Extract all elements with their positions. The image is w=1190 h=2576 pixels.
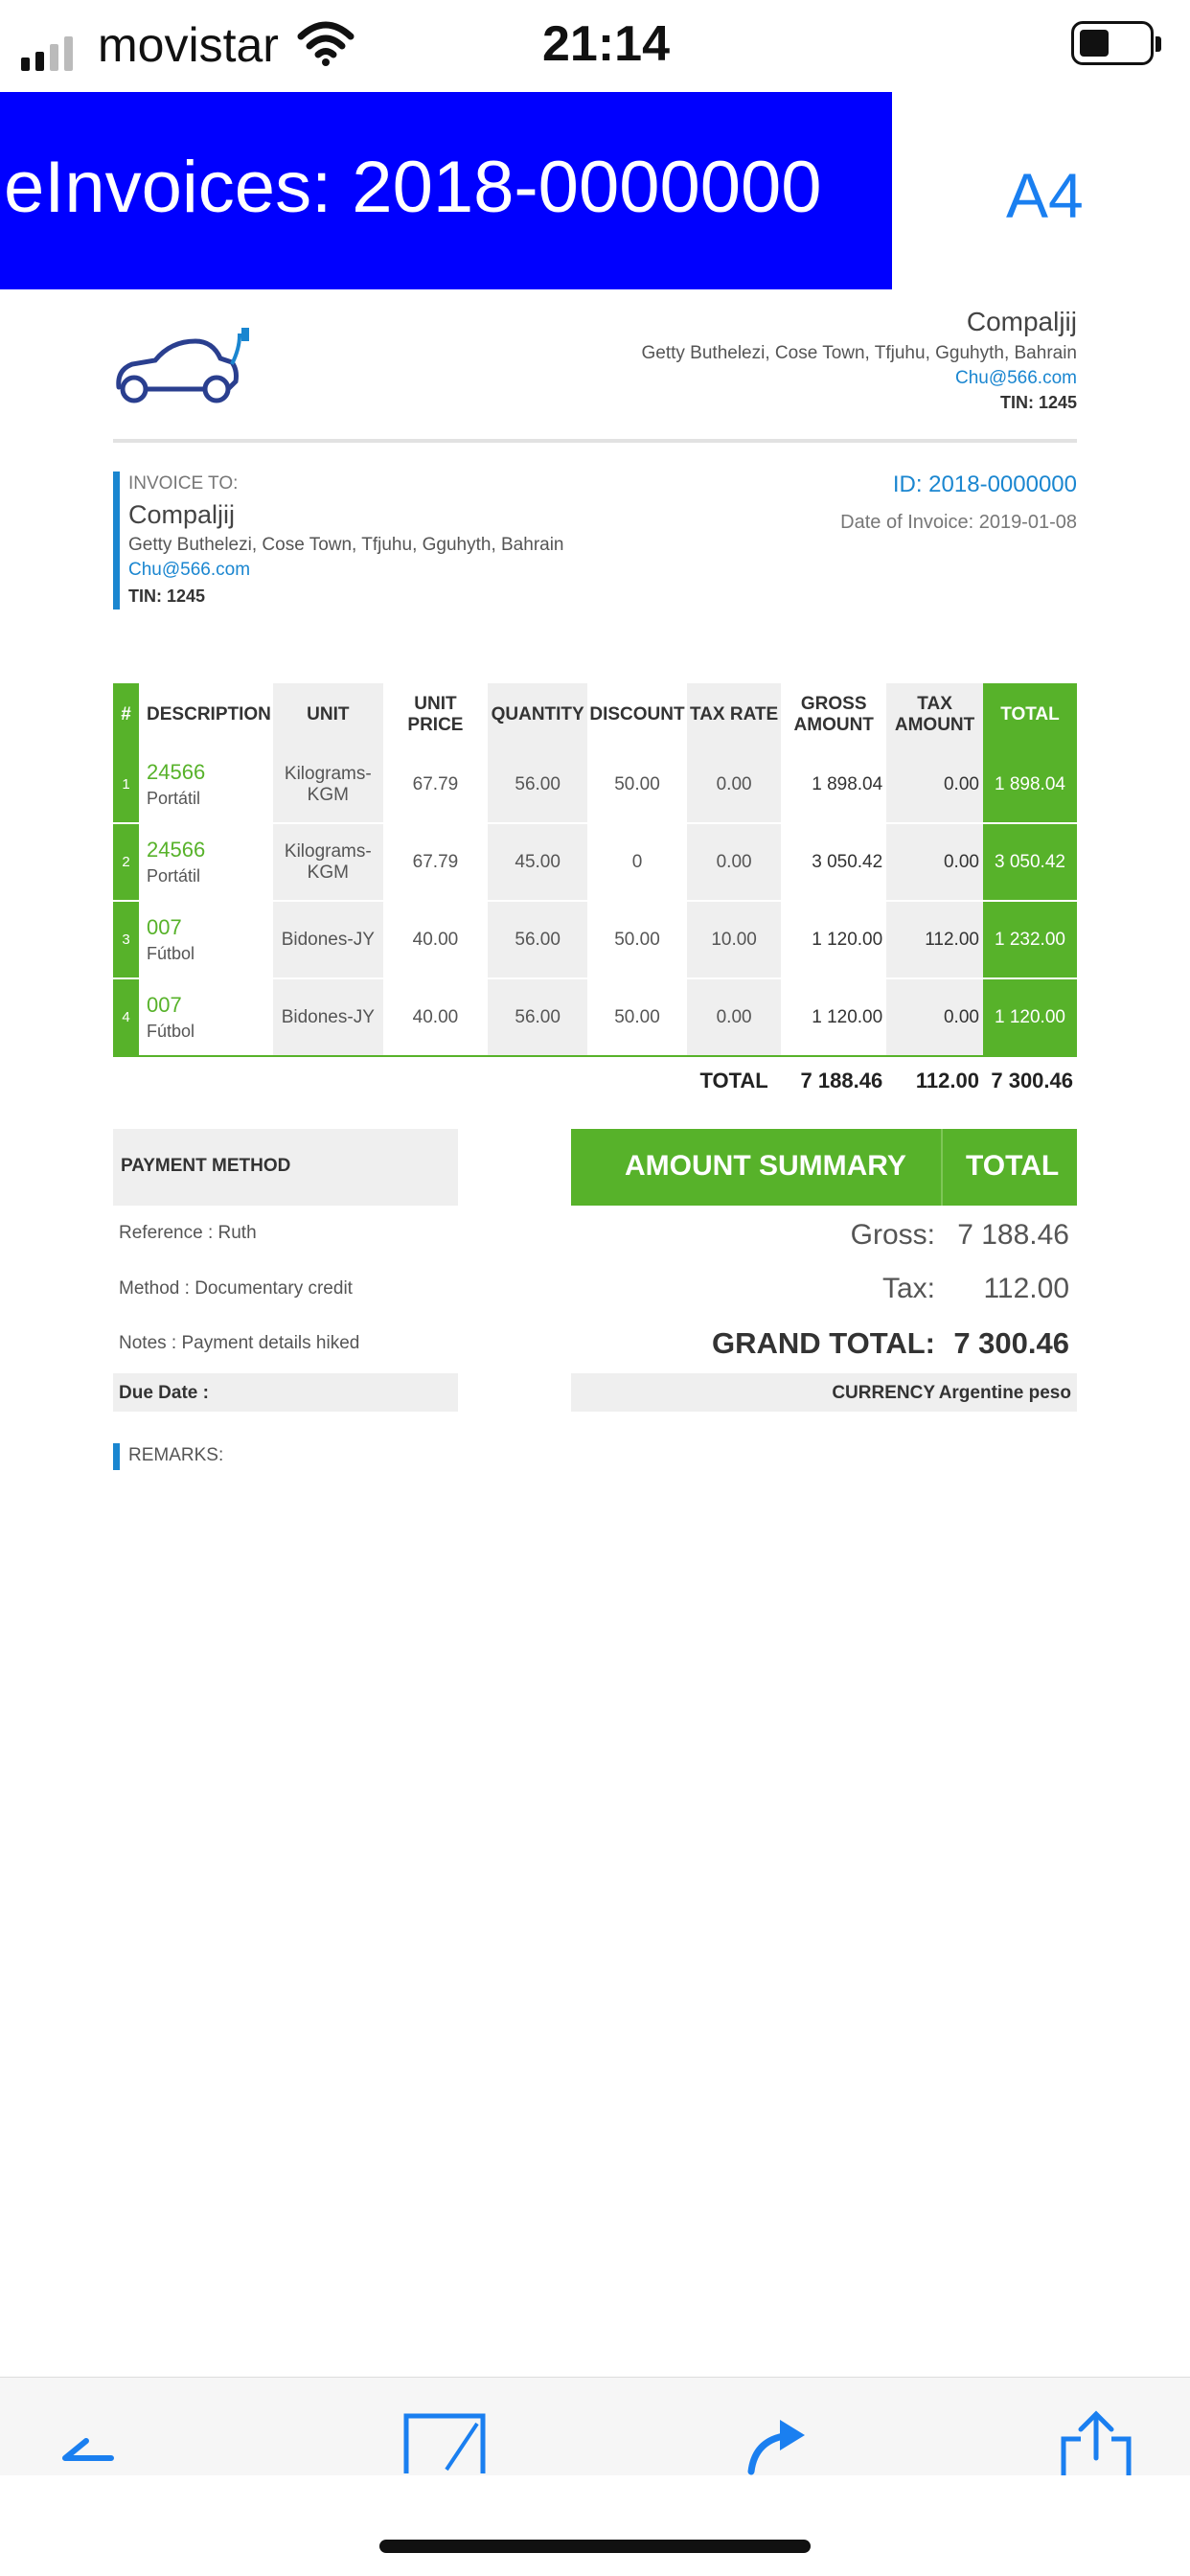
summary-grand-label: GRAND TOTAL: [711, 1326, 935, 1360]
summary-tax-label: Tax: [881, 1273, 935, 1304]
item-discount: 50.00 [587, 747, 687, 823]
seller-name: Compaljij [966, 307, 1077, 336]
bottom-toolbar [0, 2377, 1190, 2475]
wifi-icon [297, 19, 355, 67]
col-quantity: QUANTITY [488, 683, 587, 747]
summary-divider [941, 1129, 943, 1206]
col-tax-amount [886, 683, 983, 747]
item-code: 24566 [147, 838, 206, 862]
table-row [113, 901, 1077, 978]
payment-notes: Notes : Payment details hiked [119, 1333, 360, 1353]
item-name: Portátil [147, 789, 201, 808]
invoice-date: Date of Invoice: 2019-01-08 [840, 512, 1077, 533]
due-date-row [113, 1373, 458, 1412]
totals-label: TOTAL [699, 1069, 768, 1092]
col-gross-amount-line2: AMOUNT [793, 715, 874, 735]
item-discount: 50.00 [587, 901, 687, 978]
col-gross-amount [781, 683, 886, 747]
currency-label: CURRENCY [832, 1383, 935, 1403]
item-tax: 0.00 [886, 978, 983, 1056]
seller-address: Getty Buthelezi, Cose Town, Tfjuhu, Gguhyth, Bahrain [641, 343, 1077, 363]
carrier-name: movistar [98, 18, 279, 72]
item-quantity: 56.00 [488, 747, 587, 823]
totals-gross: 7 188.46 [800, 1069, 883, 1092]
summary-tax-value: 112.00 [983, 1273, 1069, 1304]
item-quantity: 45.00 [488, 823, 587, 901]
bill-to-label: INVOICE TO: [128, 473, 239, 494]
item-code: 007 [147, 993, 182, 1017]
item-code: 24566 [147, 760, 206, 784]
seller-tin: TIN: 1245 [999, 393, 1077, 412]
item-unit-price: 40.00 [412, 1006, 459, 1027]
item-quantity: 56.00 [488, 901, 587, 978]
signal-icon [21, 36, 73, 71]
col-unit-price: UNIT PRICE [407, 694, 464, 735]
edit-icon[interactable] [400, 2412, 489, 2473]
payment-method: Method : Documentary credit [119, 1278, 353, 1299]
payment-method-title: PAYMENT METHOD [121, 1156, 291, 1176]
table-row [113, 823, 1077, 901]
item-tax: 0.00 [886, 823, 983, 901]
summary-gross-label: Gross: [850, 1219, 935, 1251]
item-gross: 1 898.04 [781, 747, 886, 823]
item-name: Portátil [147, 866, 201, 886]
item-total: 1 232.00 [983, 901, 1077, 978]
item-tax-rate: 0.00 [687, 823, 781, 901]
row-num: 3 [113, 901, 139, 978]
invoice-id: ID: 2018-0000000 [892, 472, 1077, 497]
item-discount: 50.00 [614, 1006, 660, 1027]
battery-icon [1071, 21, 1154, 65]
col-tax-rate: TAX RATE [687, 683, 781, 747]
item-quantity: 56.00 [488, 978, 587, 1056]
item-total: 3 050.42 [983, 823, 1077, 901]
bill-to-address: Getty Buthelezi, Cose Town, Tfjuhu, Gguhyth, Bahrain [128, 535, 564, 555]
item-tax: 112.00 [886, 901, 983, 978]
currency-value: Argentine peso [938, 1383, 1071, 1403]
item-tax-rate: 0.00 [687, 747, 781, 823]
item-unit: Bidones-JY [273, 978, 383, 1056]
row-num: 2 [113, 823, 139, 901]
item-gross: 3 050.42 [781, 823, 886, 901]
item-discount: 0 [587, 823, 687, 901]
col-tax-amount-line2: AMOUNT [894, 715, 975, 735]
clock: 21:14 [542, 16, 670, 72]
item-name: Fútbol [147, 944, 195, 963]
item-unit-price: 40.00 [383, 901, 489, 978]
item-code: 007 [147, 915, 182, 939]
invoice-items-table [113, 683, 1077, 1105]
bill-to-name: Compaljij [128, 500, 236, 529]
item-unit-price: 67.79 [383, 747, 489, 823]
row-num: 4 [113, 978, 139, 1056]
item-gross: 1 120.00 [781, 901, 886, 978]
item-unit: Kilograms-KGM [273, 747, 383, 823]
item-unit: Bidones-JY [273, 901, 383, 978]
amount-summary-title: AMOUNT SUMMARY [625, 1150, 906, 1182]
col-tax-amount-line1: TAX [917, 694, 952, 714]
bill-to-email[interactable]: Chu@566.com [128, 560, 251, 580]
item-gross: 1 120.00 [812, 1006, 883, 1027]
summary-gross-value: 7 188.46 [957, 1219, 1069, 1251]
page-title: eInvoices: 2018-0000000 [4, 147, 822, 228]
totals-row [113, 1056, 1077, 1105]
summary-total-header: TOTAL [966, 1150, 1060, 1182]
payment-method-header [113, 1129, 458, 1206]
home-indicator[interactable] [379, 2540, 811, 2553]
payment-reference: Reference : Ruth [119, 1223, 257, 1243]
col-description: DESCRIPTION [147, 704, 271, 724]
col-unit: UNIT [273, 683, 383, 747]
totals-tax: 112.00 [915, 1069, 979, 1092]
item-unit-price: 67.79 [383, 823, 489, 901]
item-total: 1 120.00 [983, 978, 1077, 1056]
remarks-accent [113, 1443, 120, 1470]
totals-total: 7 300.46 [991, 1069, 1073, 1092]
table-row [113, 978, 1077, 1056]
row-num: 1 [113, 747, 139, 823]
summary-grand-value: 7 300.46 [953, 1326, 1069, 1360]
item-tax: 0.00 [886, 747, 983, 823]
table-row [113, 747, 1077, 823]
bill-to-tin: TIN: 1245 [128, 586, 206, 606]
col-total: TOTAL [983, 683, 1077, 747]
share-icon[interactable] [1058, 2410, 1134, 2475]
bill-to-accent [113, 472, 120, 610]
a4-format-button[interactable]: A4 [1006, 160, 1084, 231]
header-divider [113, 439, 1077, 443]
remarks-label: REMARKS: [128, 1445, 224, 1465]
item-unit: Kilograms-KGM [273, 823, 383, 901]
item-tax-rate: 0.00 [687, 978, 781, 1056]
col-num: # [113, 683, 139, 747]
item-tax-rate: 10.00 [687, 901, 781, 978]
col-gross-amount-line1: GROSS [800, 694, 867, 714]
back-arrow-icon[interactable] [57, 2435, 117, 2473]
car-logo-icon [113, 320, 251, 408]
forward-arrow-icon[interactable] [745, 2414, 812, 2475]
seller-email[interactable]: Chu@566.com [954, 368, 1077, 388]
due-date-label: Due Date : [119, 1383, 209, 1403]
title-bar [0, 92, 892, 289]
amount-summary-header [571, 1129, 1077, 1206]
item-name: Fútbol [147, 1022, 195, 1041]
status-bar [0, 0, 1190, 92]
currency-row [571, 1373, 1077, 1412]
col-discount: DISCOUNT [589, 704, 685, 724]
item-total: 1 898.04 [983, 747, 1077, 823]
